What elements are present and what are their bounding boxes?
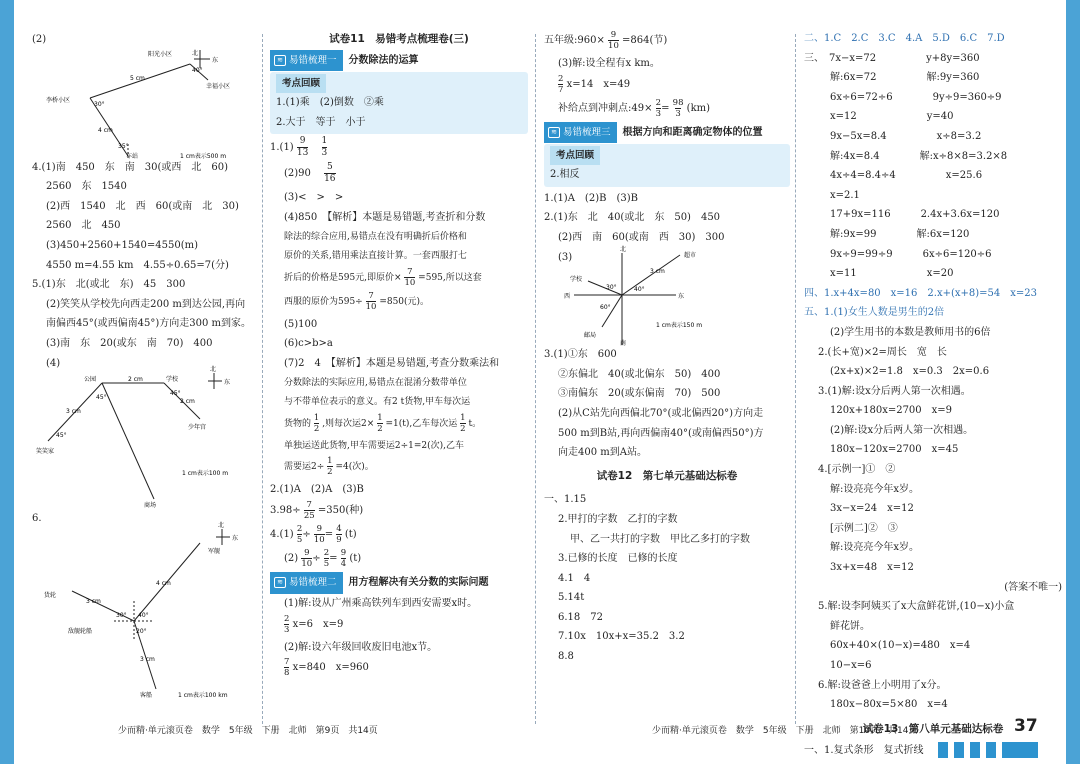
text-line: 解:设亮亮今年x岁。 <box>830 483 920 495</box>
text-line: (2)90 $\frac{5}{16}$ <box>284 162 336 185</box>
angle-label: 20° <box>136 627 147 635</box>
distance-label: 3 cm <box>140 655 155 663</box>
text-line: [示例二]② ③ <box>830 522 898 534</box>
text-line: 4x÷4=8.4÷4 x=25.6 <box>830 170 983 182</box>
text-line: 向走400 m到A站。 <box>558 447 647 459</box>
footer-right: 少而精·单元滚页卷 数学 5年级 下册 北师 第10页 共14页 <box>652 726 918 736</box>
distance-label: 4 cm <box>156 579 171 587</box>
text-line: 5.14t <box>558 592 585 604</box>
text-line: (2)西 南 60(或南 西 30) 300 <box>558 231 725 243</box>
angle-label: 45° <box>96 394 107 402</box>
text-line: (3)< > > <box>284 192 344 204</box>
left-border <box>0 0 14 764</box>
text-line: 单独运送此货物,甲车需要运2÷1=2(次),乙车 <box>284 440 465 451</box>
home-label: 笑笑家 <box>36 448 55 456</box>
text-line: 鲜花饼。 <box>830 620 870 632</box>
text-line: 2560 东 1540 <box>46 181 127 193</box>
text-line: 6.解:设爸爸上小明用了x分。 <box>818 679 947 691</box>
text-line: 折后的价格是595元,即原价× $\frac{7}{10}$ =595,所以这套 <box>284 266 482 288</box>
text-line: 17+9x=116 2.4x+3.6x=120 <box>830 209 1000 221</box>
angle-label: 40° <box>192 66 203 74</box>
angle-label: 45° <box>56 432 67 440</box>
text-line: (3)解:设全程有x km。 <box>558 58 660 69</box>
angle-label: 40° <box>634 286 645 294</box>
north-label: 北 <box>192 49 199 57</box>
angle-label: 35° <box>118 142 129 150</box>
text-line: $\frac{7}{8}$ x=840 x=960 <box>284 657 369 679</box>
distance-label: 2 cm <box>180 398 195 406</box>
text-line: 4.(1)南 450 东 南 30(或西 北 60) <box>32 161 229 173</box>
paper-title: 试卷12 第七单元基础达标卷 <box>596 469 738 482</box>
text-line: (3) <box>558 251 573 263</box>
text-line: 2.(1)A (2)A (3)B <box>270 484 364 496</box>
text-line: (4)850 【解析】本题是易错题,考查折和分数 <box>284 211 486 223</box>
direction-map-1 <box>32 50 258 158</box>
text-line: 原价的关系,错用乘法直接计算。一套西服打七 <box>284 251 467 262</box>
text-line: 3.已修的长度 已修的长度 <box>558 553 678 565</box>
text-line: 2.相反 <box>550 169 580 181</box>
post-office-label: 邮局 <box>584 332 597 340</box>
text-line: (3)南 东 20(或东 南 70) 400 <box>46 337 213 349</box>
direction-map-4 <box>544 246 790 348</box>
text-line: 2.甲打的字数 乙打的字数 <box>558 513 678 525</box>
text-line: (7)2 4 【解析】本题是易错题,考查分数乘法和 <box>284 357 500 369</box>
distance-label: 3 cm <box>650 268 665 276</box>
angle-label: 30° <box>94 100 105 108</box>
text-line: 2560 北 450 <box>46 220 121 232</box>
text-line: $\frac{2}{3}$ x=6 x=9 <box>284 613 344 635</box>
book-icon: ≋ <box>274 55 286 66</box>
text-line: (3)450+2560+1540=4550(m) <box>46 239 199 251</box>
section-header <box>544 124 790 142</box>
text-line: 一、1.复式条形 复式折线 <box>804 745 924 757</box>
review-box <box>544 144 790 187</box>
column-1 <box>32 30 258 699</box>
column-4 <box>804 30 1062 762</box>
column-separator <box>795 34 796 724</box>
section-tag: 易错梳理二 <box>289 577 337 589</box>
text-line: (2) <box>32 34 47 45</box>
map-line <box>588 281 622 295</box>
text-line: 500 m到B站,再向西偏南40°(或南偏西50°)方 <box>558 427 764 439</box>
text-line: 5.(1)东 北(或北 东) 45 300 <box>32 279 186 291</box>
text-line: (2)从C站先向西偏北70°(或北偏西20°)方向走 <box>558 407 764 419</box>
scale-label: 1 cm表示100 km <box>178 691 228 699</box>
review-box <box>270 72 528 135</box>
map-line <box>622 255 680 295</box>
text-line: 6. <box>32 513 42 525</box>
text-line: 5.解:设李阿姨买了x大盒鲜花饼,(10−x)小盒 <box>818 601 1015 613</box>
text-line: (2)笑笑从学校先向西走200 m到达公园,再向 <box>46 298 246 310</box>
text-line: 1.(1)A (2)B (3)B <box>544 192 638 204</box>
text-line: (答案不唯一) <box>1004 581 1062 593</box>
text-line: 二、1.C 2.C 3.C 4.A 5.D 6.C 7.D <box>804 33 1005 44</box>
map-line <box>102 383 154 499</box>
column-2 <box>270 30 528 681</box>
supermarket-label: 超市 <box>684 252 697 260</box>
paper-title: 试卷13 第八单元基础达标卷 <box>862 722 1004 735</box>
book-icon: ≋ <box>274 577 286 588</box>
text-line: 7.10x 10x+x=35.2 3.2 <box>558 631 685 643</box>
enemy-ship-label: 敌舰轮船 <box>68 627 93 635</box>
scale-label: 1 cm表示100 m <box>182 470 229 478</box>
decorative-stripes <box>938 742 1038 758</box>
scale-label: 1 cm表示150 m <box>656 322 703 330</box>
footer-left: 少而精·单元滚页卷 数学 5年级 下册 北师 第9页 共14页 <box>118 726 378 736</box>
mall-label: 商场 <box>144 502 157 510</box>
text-line: 4.(1) $\frac{2}{5}$ ÷ $\frac{9}{10}$ = $\frac{4}{9}$ (t) <box>270 523 357 545</box>
text-line: 6.18 72 <box>558 611 603 623</box>
distance-label: 2 cm <box>128 376 143 384</box>
text-line: 除法的综合应用,易错点在没有明确折后价格和 <box>284 231 467 242</box>
text-line: 解:4x=8.4 解:x÷8×8=3.2×8 <box>830 150 1008 162</box>
text-line: 3.98÷ $\frac{7}{25}$ =350(种) <box>270 499 364 521</box>
text-line: 180x−80x=5×80 x=4 <box>830 699 948 711</box>
text-line: 3.(1)①东 600 <box>544 349 617 361</box>
park-label: 公园 <box>84 376 97 384</box>
page-number: 37 <box>1014 716 1038 736</box>
section-title: 用方程解决有关分数的实际问题 <box>348 577 489 589</box>
review-head: 考点回顾 <box>276 74 326 94</box>
text-line: 10−x=6 <box>830 660 872 671</box>
north-label: 北 <box>218 521 225 529</box>
distance-label: 3 cm <box>66 408 81 416</box>
text-line: 120x+180x=2700 x=9 <box>830 405 953 417</box>
east-label: 东 <box>232 534 239 542</box>
distance-label: 5 cm <box>130 74 145 82</box>
text-line: 2.大于 等于 小于 <box>276 116 366 128</box>
column-separator <box>535 34 536 724</box>
section-title: 分数除法的运算 <box>348 54 419 66</box>
book-icon: ≋ <box>548 127 560 138</box>
text-line: 60x+40×(10−x)=480 x=4 <box>830 640 971 652</box>
text-line: 3x−x=24 x=12 <box>830 503 914 515</box>
text-line: 需要运2÷ $\frac{1}{2}$ =4(次)。 <box>284 456 374 478</box>
distance-label: 4 cm <box>98 126 113 134</box>
distance-label: 3 cm <box>86 597 101 605</box>
text-line: (2) $\frac{9}{10}$ ÷ $\frac{2}{5}$ = $\frac{9}{4}$ (t) <box>284 547 362 569</box>
review-head: 考点回顾 <box>550 146 600 166</box>
scale-label: 1 cm表示500 m <box>180 152 227 160</box>
text-line: (1)解:设从广州乘高铁列车到西安需要x时。 <box>284 597 478 609</box>
text-line: (5)100 <box>284 318 318 330</box>
section-title: 根据方向和距离确定物体的位置 <box>622 126 763 138</box>
column-separator <box>262 34 263 724</box>
text-line: (2)解:设六年级回收废旧电池x节。 <box>284 641 438 653</box>
text-line: 1.(1) $\frac{9}{13}$ $\frac{1}{3}$ <box>270 136 328 159</box>
text-line: 3.(1)解:设x分后两人第一次相遇。 <box>818 385 971 397</box>
text-line: 一、1.15 <box>544 494 587 506</box>
map-line <box>602 295 622 327</box>
school-label: 学校 <box>570 276 583 284</box>
angle-label: 40° <box>138 611 149 619</box>
section-header <box>270 52 528 70</box>
text-line: x=11 x=20 <box>830 268 954 280</box>
text-line: (2)西 1540 北 西 60(或南 北 30) <box>46 200 239 212</box>
text-line: 分数除法的实际应用,易错点在混淆分数带单位 <box>284 377 467 388</box>
text-line: 1.(1)乘 (2)倒数 ②乘 <box>276 97 384 109</box>
text-line: 三、 7x−x=72 y+8y=360 <box>804 52 980 64</box>
text-line: 2.(1)东 北 40(或北 东 50) 450 <box>544 212 721 224</box>
angle-label: 30° <box>116 611 127 619</box>
text-line: 解:9x=99 解:6x=120 <box>830 228 970 240</box>
lijing-label: 李桥小区 <box>46 96 71 104</box>
text-line: x=2.1 <box>830 189 860 201</box>
yangguang-label: 阳光小区 <box>148 50 173 58</box>
text-line: (2)解:设x分后两人第一次相遇。 <box>830 424 974 436</box>
text-line: 与不带单位表示的意义。有2 t货物,甲车每次运 <box>284 397 471 408</box>
station-label: 车站 <box>126 152 139 160</box>
text-line: 解:设亮亮今年x岁。 <box>830 542 920 554</box>
text-line: ③南偏东 20(或东偏南 70) 500 <box>558 388 721 400</box>
youth-palace-label: 少年宫 <box>188 424 207 432</box>
text-line: 180x−120x=2700 x=45 <box>830 444 959 456</box>
school-label: 学校 <box>166 376 179 384</box>
text-line: ②东偏北 40(或北偏东 50) 400 <box>558 368 721 380</box>
text-line: 解:6x=72 解:9y=360 <box>830 72 980 84</box>
south-label: 南 <box>620 340 627 348</box>
text-line: 6x÷6=72÷6 9y÷9=360÷9 <box>830 91 1002 103</box>
west-label: 西 <box>564 293 571 301</box>
text-line: 五、1.(1)女生人数是男生的2倍 <box>804 307 945 319</box>
text-line: 9x÷9=99÷9 6x÷6=120÷6 <box>830 248 992 260</box>
text-line: 2.(长+宽)×2=周长 宽 长 <box>818 346 947 358</box>
text-line: (2)学生用书的本数是教师用书的6倍 <box>830 326 991 338</box>
text-line: 补给点到冲刺点:49× $\frac{2}{3}$ = $\frac{98}{3}$ (km) <box>558 97 711 119</box>
angle-label: 45° <box>170 390 181 398</box>
text-line: 4550 m=4.55 km 4.55÷0.65=7(分) <box>46 259 229 271</box>
east-label: 东 <box>224 379 231 387</box>
text-line: (6)c>b>a <box>284 338 333 350</box>
east-label: 东 <box>212 56 219 64</box>
text-line: 五年级:960× $\frac{9}{10}$ =864(节) <box>544 30 668 51</box>
text-line: 甲、乙一共打的字数 甲比乙多打的字数 <box>570 533 750 545</box>
section-tag: 易错梳理三 <box>563 126 611 138</box>
text-line: 4.1 4 <box>558 572 591 584</box>
direction-map-3 <box>32 521 258 699</box>
text-line: (2x+x)×2=1.8 x=0.3 2x=0.6 <box>830 366 990 378</box>
text-line: $\frac{2}{7}$ x=14 x=49 <box>558 73 631 95</box>
text-line: x=12 y=40 <box>830 111 954 123</box>
section-header <box>270 574 528 592</box>
angle-label: 30° <box>606 284 617 292</box>
text-line: 8.8 <box>558 651 574 663</box>
text-line: 南偏西45°(或西偏南45°)方向走300 m到家。 <box>46 318 251 330</box>
right-border <box>1066 0 1080 764</box>
text-line: 货物的 $\frac{1}{2}$ ,则每次运2× $\frac{1}{2}$ =1(t),乙车每次运 $\frac{1}{2}$ t。 <box>284 412 482 434</box>
cargo-label: 货轮 <box>44 591 57 599</box>
paper-title: 试卷11 易错考点梳理卷(三) <box>329 33 469 45</box>
text-line: 西服的原价为595÷ $\frac{7}{10}$ =850(元)。 <box>284 290 430 312</box>
column-3 <box>544 30 790 667</box>
passenger-ship-label: 客船 <box>140 691 153 699</box>
warship-label: 军舰 <box>208 547 221 555</box>
section-tag: 易错梳理一 <box>289 54 337 66</box>
text-line: 3x+x=48 x=12 <box>830 562 914 574</box>
text-line: (4) <box>46 357 61 369</box>
text-line: 四、1.x+4x=80 x=16 2.x+(x+8)=54 x=23 <box>804 287 1037 299</box>
angle-label: 60° <box>600 304 611 312</box>
direction-map-2 <box>32 366 258 510</box>
east-label: 东 <box>678 293 685 301</box>
xingfu-label: 幸福小区 <box>206 82 231 90</box>
north-label: 北 <box>620 246 627 254</box>
text-line: 4.[示例一]① ② <box>818 464 896 476</box>
text-line: 9x−5x=8.4 x÷8=3.2 <box>830 130 982 142</box>
north-label: 北 <box>210 366 217 374</box>
